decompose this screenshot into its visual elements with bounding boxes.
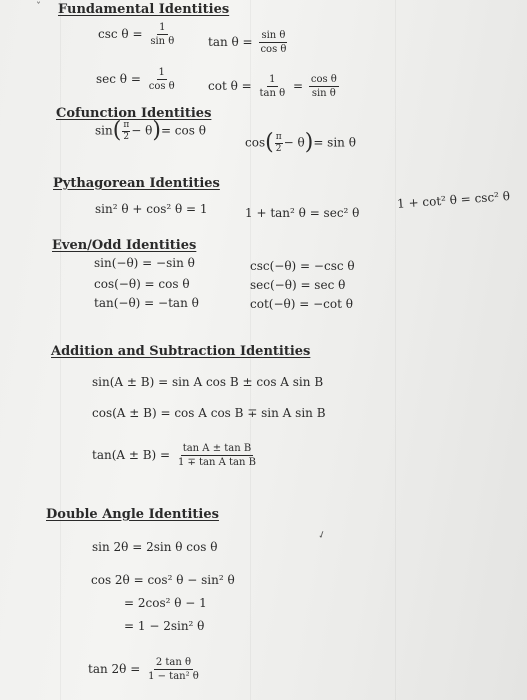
tan-double-denominator: 1 − tan² θ — [148, 671, 199, 682]
page-line — [395, 0, 396, 700]
tan-double-lhs: tan 2θ = — [88, 662, 141, 676]
tan-sum-lhs: tan(A ± B) = — [92, 448, 171, 462]
tan-double-fraction — [146, 657, 201, 682]
sec-fraction — [147, 67, 177, 92]
formula-even-odd-cot: cot(−θ) = −cot θ — [250, 297, 353, 311]
cot-denominator-1: tan θ — [259, 88, 286, 99]
cot-denominator-2: sin θ — [311, 88, 336, 99]
formula-cot — [208, 74, 341, 99]
cot-numerator-1: 1 — [269, 74, 276, 85]
sec-lhs: sec θ = — [96, 72, 141, 86]
formula-tan — [208, 30, 290, 55]
minus-theta: − θ — [131, 123, 153, 138]
sec-denominator: cos θ — [148, 81, 175, 92]
csc-lhs: csc θ = — [98, 27, 143, 41]
formula-even-odd-csc: csc(−θ) = −csc θ — [250, 259, 355, 273]
formula-pyth-1: sin² θ + cos² θ = 1 — [95, 202, 208, 216]
left-paren: ( — [265, 130, 274, 155]
formula-sec — [96, 67, 179, 92]
pi-over-two — [122, 121, 130, 142]
right-paren: ) — [304, 130, 314, 155]
cot-equals: = — [292, 79, 304, 93]
formula-pyth-2: 1 + tan² θ = sec² θ — [245, 206, 360, 220]
cot-lhs: cot θ = — [208, 79, 252, 93]
pen-mark: ˇ — [36, 2, 41, 13]
heading-even-odd: Even/Odd Identities — [52, 238, 197, 253]
right-paren: ) — [152, 118, 161, 143]
cof-cos-rhs: = sin θ — [313, 135, 356, 150]
check-mark: ✓ — [316, 528, 329, 543]
two: 2 — [123, 131, 130, 142]
tan-sum-numerator: tan A ± tan B — [182, 443, 252, 454]
tan-sum-fraction — [176, 443, 258, 468]
left-paren: ( — [112, 118, 122, 143]
heading-double-angle: Double Angle Identities — [46, 507, 219, 522]
tan-lhs: tan θ = — [208, 35, 253, 49]
pi: π — [275, 131, 282, 142]
cof-sin-rhs: = cos θ — [160, 123, 206, 138]
csc-numerator: 1 — [159, 22, 166, 33]
formula-pyth-3: 1 + cot² θ = csc² θ — [396, 189, 511, 211]
two: 2 — [275, 143, 282, 154]
formula-even-odd-sin: sin(−θ) = −sin θ — [94, 256, 195, 270]
cot-fraction-1 — [258, 74, 288, 99]
formula-sin-double: sin 2θ = 2sin θ cos θ — [92, 540, 218, 554]
cot-fraction-2 — [309, 74, 339, 99]
cot-numerator-2: cos θ — [310, 74, 337, 85]
formula-cofunction-sin — [95, 120, 206, 142]
formula-even-odd-tan: tan(−θ) = −tan θ — [94, 296, 199, 310]
tan-denominator: cos θ — [260, 44, 287, 55]
formula-cos-double-1: cos 2θ = cos² θ − sin² θ — [91, 573, 235, 587]
tan-fraction — [258, 30, 288, 55]
tan-numerator: sin θ — [261, 30, 286, 41]
formula-even-odd-sec: sec(−θ) = sec θ — [250, 278, 346, 292]
formula-tan-double — [88, 657, 203, 682]
csc-fraction — [148, 22, 176, 47]
formula-cos-sum: cos(A ± B) = cos A cos B ∓ sin A sin B — [92, 406, 326, 420]
cof-cos-fn: cos — [245, 135, 266, 150]
formula-cos-double-2: = 2cos² θ − 1 — [124, 596, 207, 610]
sec-numerator: 1 — [158, 67, 165, 78]
formula-cofunction-cos — [245, 132, 356, 154]
cof-sin-fn: sin — [95, 123, 113, 138]
formula-even-odd-cos: cos(−θ) = cos θ — [94, 277, 190, 291]
formula-cos-double-3: = 1 − 2sin² θ — [124, 619, 205, 633]
formula-sin-sum: sin(A ± B) = sin A cos B ± cos A sin B — [92, 375, 324, 389]
heading-add-sub: Addition and Subtraction Identities — [51, 344, 311, 359]
heading-fundamental: Fundamental Identities — [58, 2, 230, 17]
formula-tan-sum — [92, 443, 260, 468]
csc-denominator: sin θ — [150, 36, 175, 47]
tan-double-numerator: 2 tan θ — [155, 657, 192, 668]
minus-theta: − θ — [283, 135, 305, 150]
heading-pythagorean: Pythagorean Identities — [53, 176, 220, 191]
pi-over-two — [275, 133, 283, 154]
pi: π — [123, 119, 130, 130]
formula-csc — [98, 22, 178, 47]
heading-cofunction: Cofunction Identities — [56, 106, 212, 121]
tan-sum-denominator: 1 ∓ tan A tan B — [177, 457, 256, 468]
